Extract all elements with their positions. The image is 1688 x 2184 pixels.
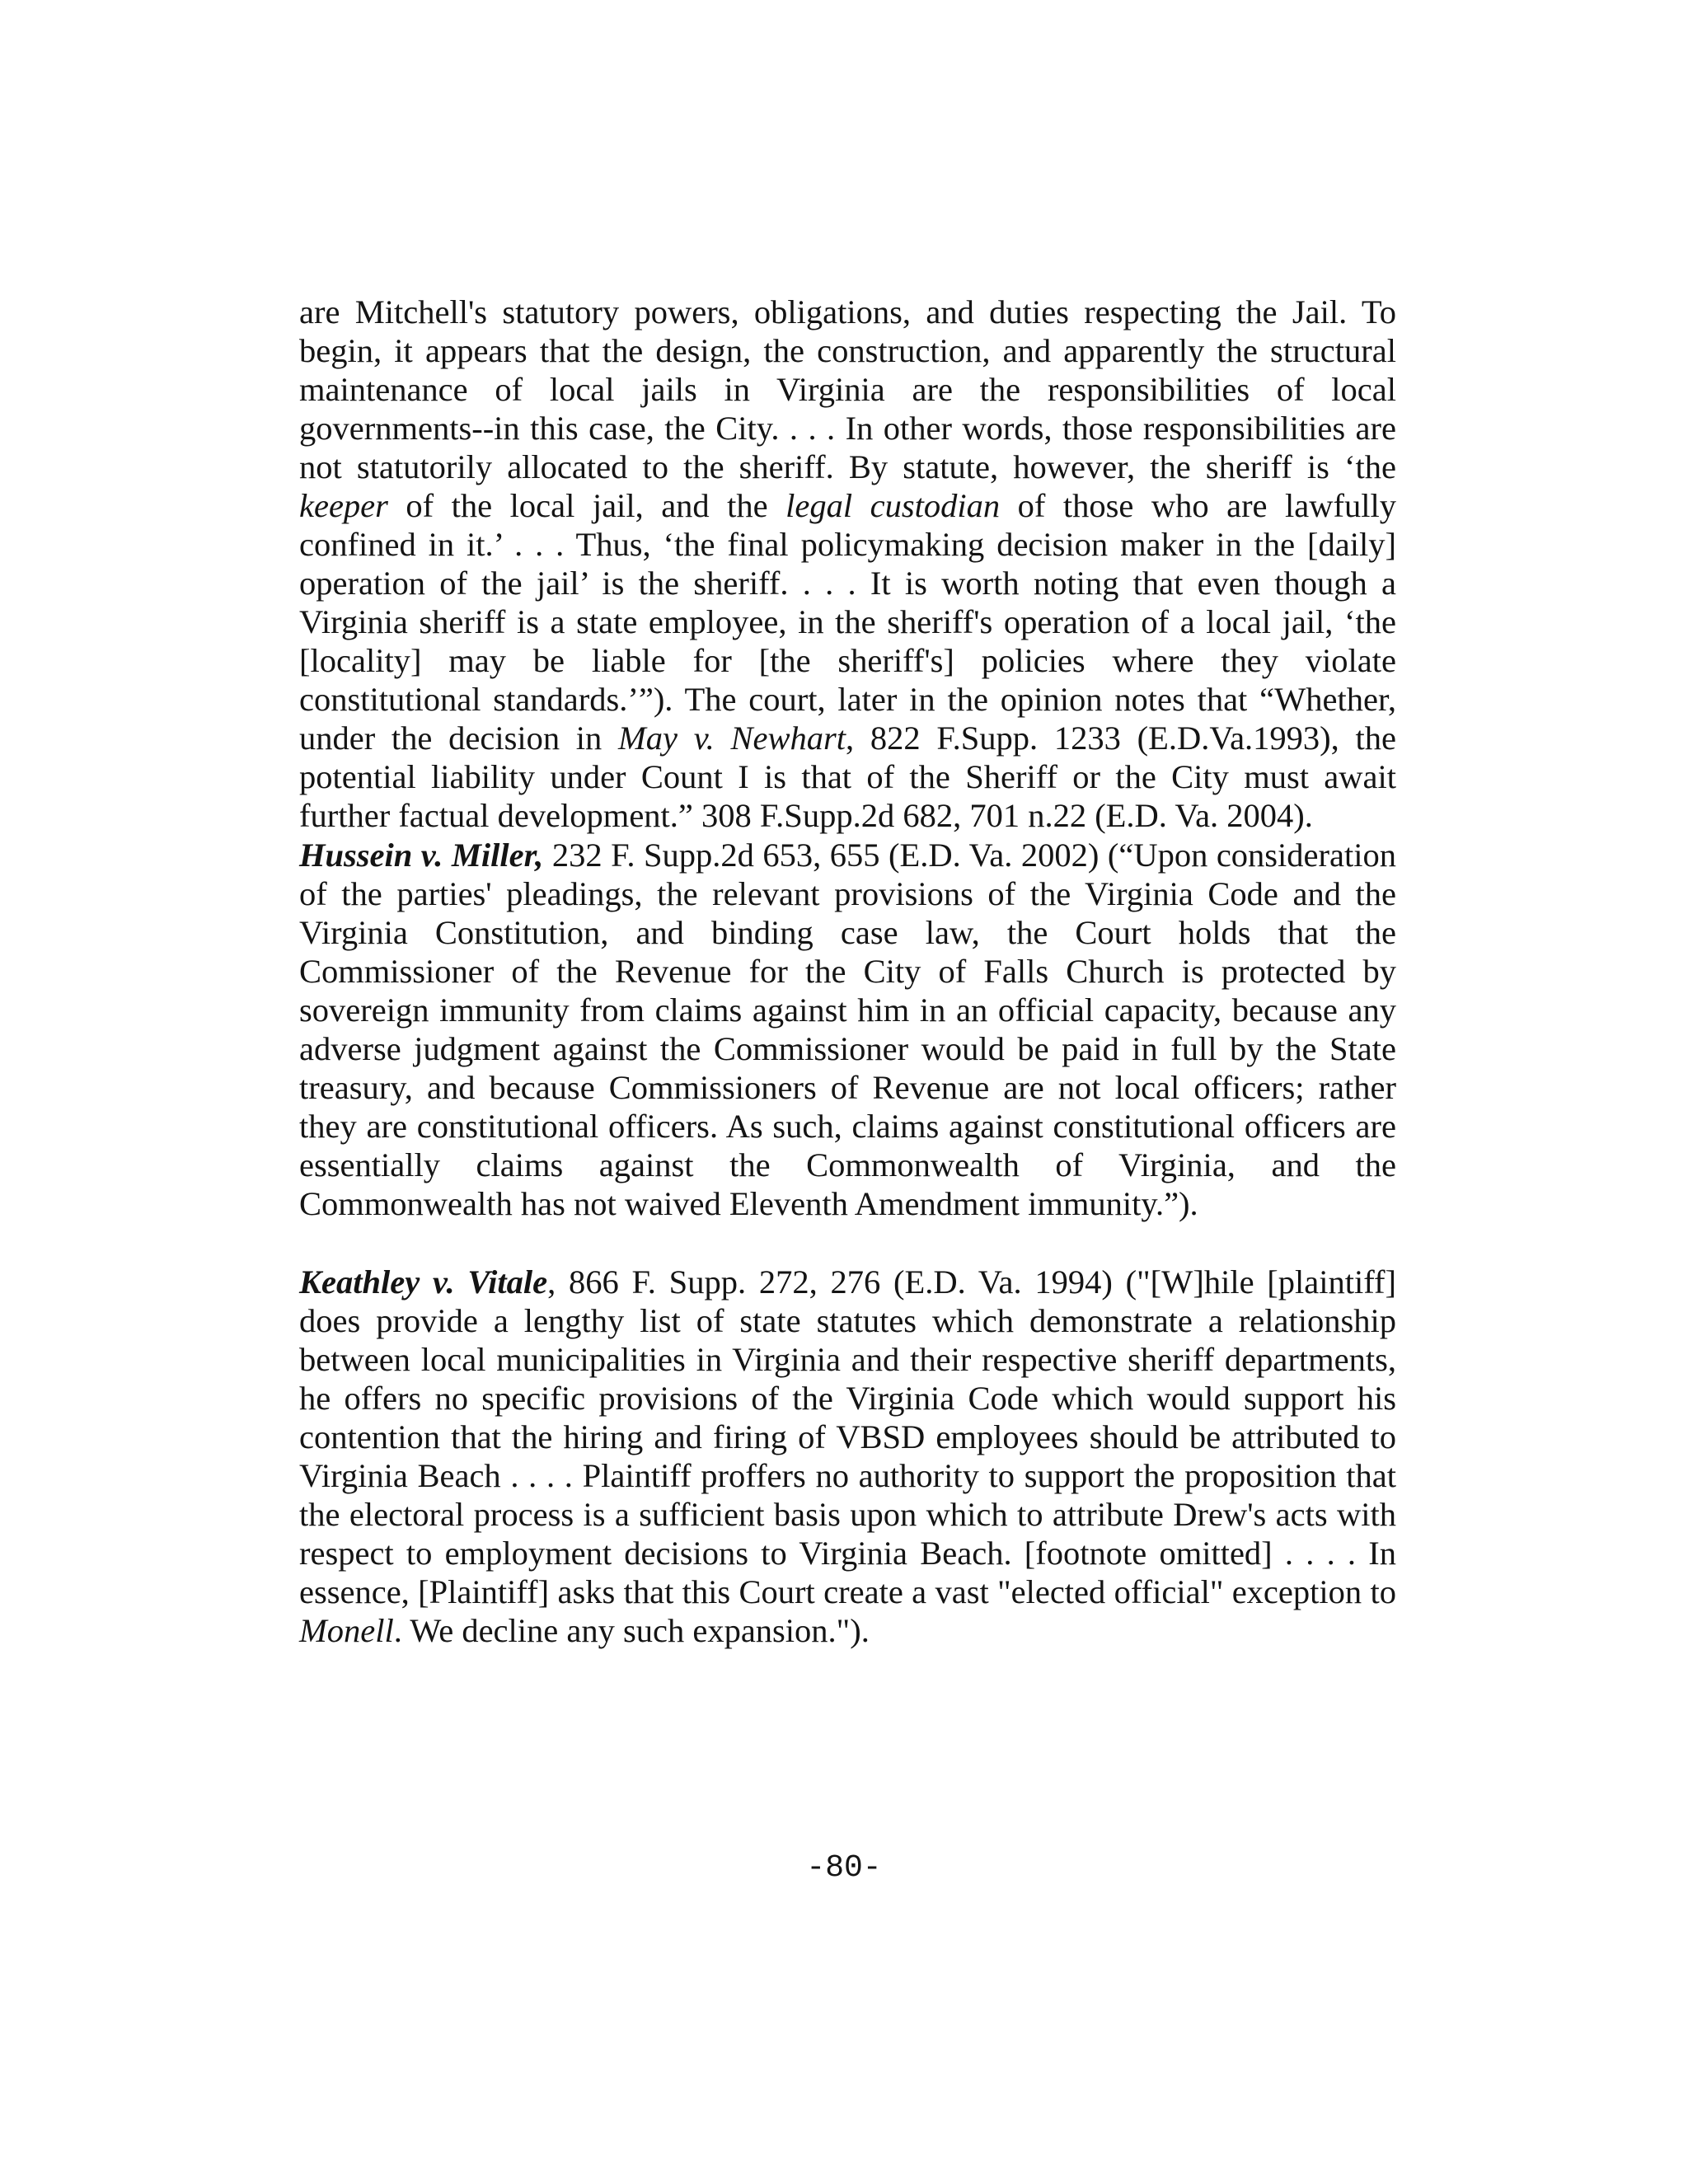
case-citation-may-v-newhart: May v. Newhart xyxy=(618,719,846,757)
text-run: are Mitchell's statutory powers, obligations, and duties respecting the Jail. To begin, it appears that the design, the construction, and apparently the structural maintenance of local jails in Virginia are the responsibilities of local governments--in this case, the City. . . . In other words, those responsibilities are not statutorily allocated to the sheriff. By statute, however, the sheriff is ‘the xyxy=(299,293,1396,485)
paragraph-hussein-v-miller xyxy=(299,836,1396,1223)
case-name-hussein-v-miller: Hussein v. Miller, xyxy=(299,837,544,874)
paragraph-keathley-v-vitale xyxy=(299,1263,1396,1650)
italic-term-legal-custodian: legal custodian xyxy=(785,487,1001,524)
text-run: of those who are lawfully confined in it.’ . . . Thus, ‘the final policymaking decision maker in the [daily] operation of the jail’ is the sheriff. . . . It is worth noting that even though a Virginia sheriff is a state employee, in the sheriff's operation of a local jail, ‘the [locality] may be liable for [the sheriff's] policies where they violate constitutional standards.’”). The court, later in the opinion notes that “Whether, under the decision in xyxy=(299,487,1396,757)
paragraph-mitchell-jail xyxy=(299,293,1396,835)
text-run: 232 F. Supp.2d 653, 655 (E.D. Va. 2002) (“Upon consideration of the parties' pleadings, the relevant provisions of the Virginia Code and the Virginia Constitution, and binding case law, the Court holds that the Commissioner of the Revenue for the City of Falls Church is protected by sovereign immunity from claims against him in an official capacity, because any adverse judgment against the Commissioner would be paid in full by the State treasury, and because Commissioners of Revenue are not local officers; rather they are constitutional officers. As such, claims against constitutional officers are essentially claims against the Commonwealth of Virginia, and the Commonwealth has not waived Eleventh Amendment immunity.”). xyxy=(299,837,1396,1222)
text-run: , 866 F. Supp. 272, 276 (E.D. Va. 1994) ("[W]hile [plaintiff] does provide a lengthy list of state statutes which demonstrate a relationship between local municipalities in Virginia and their respective sheriff departments, he offers no specific provisions of the Virginia Code which would support his contention that the hiring and firing of VBSD employees should be attributed to Virginia Beach . . . . Plaintiff proffers no authority to support the proposition that the electoral process is a sufficient basis upon which to attribute Drew's acts with respect to employment decisions to Virginia Beach. [footnote omitted] . . . . In essence, [Plaintiff] asks that this Court create a vast "elected official" exception to xyxy=(299,1263,1397,1610)
text-run: of the local jail, and the xyxy=(387,487,786,524)
case-citation-monell: Monell xyxy=(299,1612,394,1649)
text-run: , 822 F.Supp. 1233 (E.D.Va.1993), the potential liability under Count I is that of the Sheriff or the City must await further factual development.” 308 F.Supp.2d 682, 701 n.22 (E.D. Va. 2004). xyxy=(299,719,1396,834)
italic-term-keeper: keeper xyxy=(299,487,388,524)
case-name-keathley-v-vitale: Keathley v. Vitale xyxy=(299,1263,548,1301)
page-number: -80- xyxy=(806,1850,882,1886)
text-run: . We decline any such expansion."). xyxy=(393,1612,870,1649)
